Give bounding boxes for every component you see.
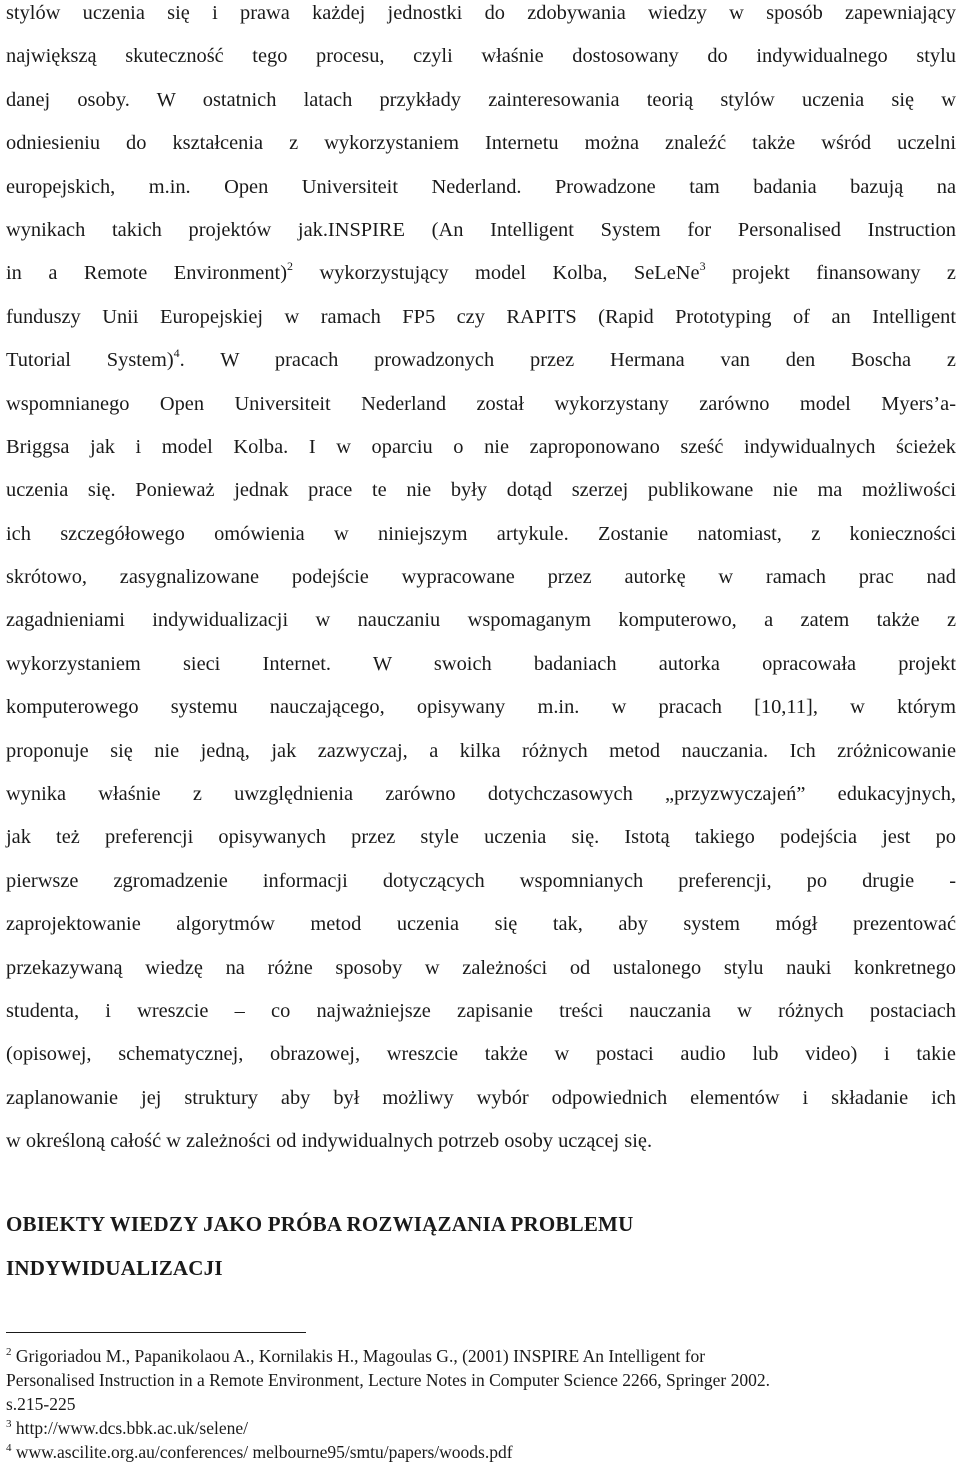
footnote-separator xyxy=(6,1332,306,1333)
text-segment: . W pracach prowadzonych przez Hermana van den Boscha z xyxy=(179,349,956,372)
text-line xyxy=(6,426,956,469)
footnote-2 xyxy=(6,1344,946,1416)
document-body xyxy=(6,0,956,1164)
text-segment: skrótowo, zasygnalizowane podejście wypracowane przez autorkę w ramach prac nad xyxy=(6,566,956,589)
footnote-reference: 2 xyxy=(287,259,293,274)
text-segment: wynika właśnie z uwzględnienia zarówno dotychczasowych „przyzwyczajeń” edukacyjnych, xyxy=(6,783,956,806)
text-segment: projekt finansowany z xyxy=(705,262,956,285)
footnote-mark: 4 xyxy=(6,1442,12,1454)
text-line xyxy=(6,1033,956,1076)
text-segment: proponuje się nie jedną, jak zazwyczaj, a kilka różnych metod nauczania. Ich zróżnicowanie xyxy=(6,739,956,762)
text-line xyxy=(6,35,956,78)
text-segment: wspomnianego Open Universiteit Nederland został wykorzystany zarówno model Myers’a- xyxy=(6,392,956,415)
footnote-4[interactable] xyxy=(6,1440,946,1464)
footnote-mark: 3 xyxy=(6,1418,12,1430)
text-line xyxy=(6,0,956,35)
text-line xyxy=(6,947,956,990)
footnote-mark: 2 xyxy=(6,1346,12,1358)
text-segment: wykorzystujący model Kolba, SeLeNe xyxy=(293,262,700,285)
text-line xyxy=(6,686,956,729)
text-line xyxy=(6,773,956,816)
footnote-reference: 3 xyxy=(699,259,706,274)
text-segment: przekazywaną wiedzę na różne sposoby w zależności od ustalonego stylu nauki konkretnego xyxy=(6,956,956,979)
text-line xyxy=(6,209,956,252)
text-segment: jak też preferencji opisywanych przez style uczenia się. Istotą takiego podejścia jest po xyxy=(6,826,956,849)
text-segment: zaprojektowanie algorytmów metod uczenia się tak, aby system mógł prezentować xyxy=(6,913,956,936)
footnote-text: http://www.dcs.bbk.ac.uk/selene/ xyxy=(11,1418,249,1438)
text-segment: w określoną całość w zależności od indywidualnych potrzeb osoby uczącej się. xyxy=(6,1130,653,1153)
text-line xyxy=(6,166,956,209)
text-segment: stylów uczenia się i prawa każdej jednostki do zdobywania wiedzy w sposób zapewniający xyxy=(6,2,956,24)
text-segment: danej osoby. W ostatnich latach przykłady zainteresowania teorią stylów uczenia się w xyxy=(6,88,956,111)
text-line xyxy=(6,990,956,1033)
text-line xyxy=(6,383,956,426)
text-segment: Tutorial System) xyxy=(6,349,174,372)
footnote-text: Personalised Instruction in a Remote Environment, Lecture Notes in Computer Science 2266, Springer 2002. xyxy=(6,1370,771,1390)
section-heading-line-2: INDYWIDUALIZACJI xyxy=(6,1256,223,1280)
text-line xyxy=(6,252,956,295)
text-line xyxy=(6,556,956,599)
footnote-text: www.ascilite.org.au/conferences/ melbourne95/smtu/papers/woods.pdf xyxy=(11,1442,513,1462)
footnotes xyxy=(6,1344,946,1464)
text-segment: Briggsa jak i model Kolba. I w oparciu o nie zaproponowano sześć indywidualnych ścieżek xyxy=(6,435,956,458)
text-segment: wykorzystaniem sieci Internet. W swoich badaniach autorka opracowała projekt xyxy=(6,652,956,675)
text-segment: zagadnieniami indywidualizacji w nauczaniu wspomaganym komputerowo, a zatem także z xyxy=(6,609,956,632)
text-segment: zaplanowanie jej struktury aby był możliwy wybór odpowiednich elementów i składanie ich xyxy=(6,1086,956,1109)
text-line xyxy=(6,122,956,165)
text-segment: funduszy Unii Europejskiej w ramach FP5 czy RAPITS (Rapid Prototyping of an Intelligent xyxy=(6,305,956,328)
text-segment: studenta, i wreszcie – co najważniejsze zapisanie treści nauczania w różnych postaciach xyxy=(6,999,956,1022)
section-heading-line-1: OBIEKTY WIEDZY JAKO PRÓBA ROZWIĄZANIA PROBLEMU xyxy=(6,1212,634,1236)
text-segment: pierwsze zgromadzenie informacji dotyczących wspomnianych preferencji, po drugie - xyxy=(6,869,956,892)
text-line xyxy=(6,469,956,512)
text-line xyxy=(6,339,956,382)
text-line xyxy=(6,816,956,859)
text-segment: europejskich, m.in. Open Universiteit Nederland. Prowadzone tam badania bazują na xyxy=(6,175,956,198)
text-line xyxy=(6,860,956,903)
text-segment: wynikach takich projektów jak.INSPIRE (An Intelligent System for Personalised Instruction xyxy=(6,218,956,241)
text-segment: odniesieniu do kształcenia z wykorzystaniem Internetu można znaleźć także wśród uczelni xyxy=(6,132,956,155)
text-line xyxy=(6,730,956,773)
footnote-reference: 4 xyxy=(173,346,180,361)
footnote-text: s.215-225 xyxy=(6,1394,76,1414)
text-segment: ich szczegółowego omówienia w niniejszym artykule. Zostanie natomiast, z konieczności xyxy=(6,522,956,545)
text-segment: (opisowej, schematycznej, obrazowej, wreszcie także w postaci audio lub video) i takie xyxy=(6,1043,956,1066)
text-line xyxy=(6,79,956,122)
text-line xyxy=(6,903,956,946)
text-segment: uczenia się. Ponieważ jednak prace te nie były dotąd szerzej publikowane nie ma możliwości xyxy=(6,479,956,502)
text-segment: największą skuteczność tego procesu, czyli właśnie dostosowany do indywidualnego stylu xyxy=(6,45,956,68)
text-segment: in a Remote Environment) xyxy=(6,262,287,285)
text-line xyxy=(6,513,956,556)
footnote-3[interactable] xyxy=(6,1416,946,1440)
text-line xyxy=(6,599,956,642)
text-segment: komputerowego systemu nauczającego, opisywany m.in. w pracach [10,11], w którym xyxy=(6,696,956,719)
footnote-text: Grigoriadou M., Papanikolaou A., Kornilakis H., Magoulas G., (2001) INSPIRE An Intelligent for xyxy=(11,1346,706,1366)
text-line xyxy=(6,1077,956,1120)
text-line xyxy=(6,643,956,686)
text-line xyxy=(6,296,956,339)
text-line xyxy=(6,1120,956,1163)
